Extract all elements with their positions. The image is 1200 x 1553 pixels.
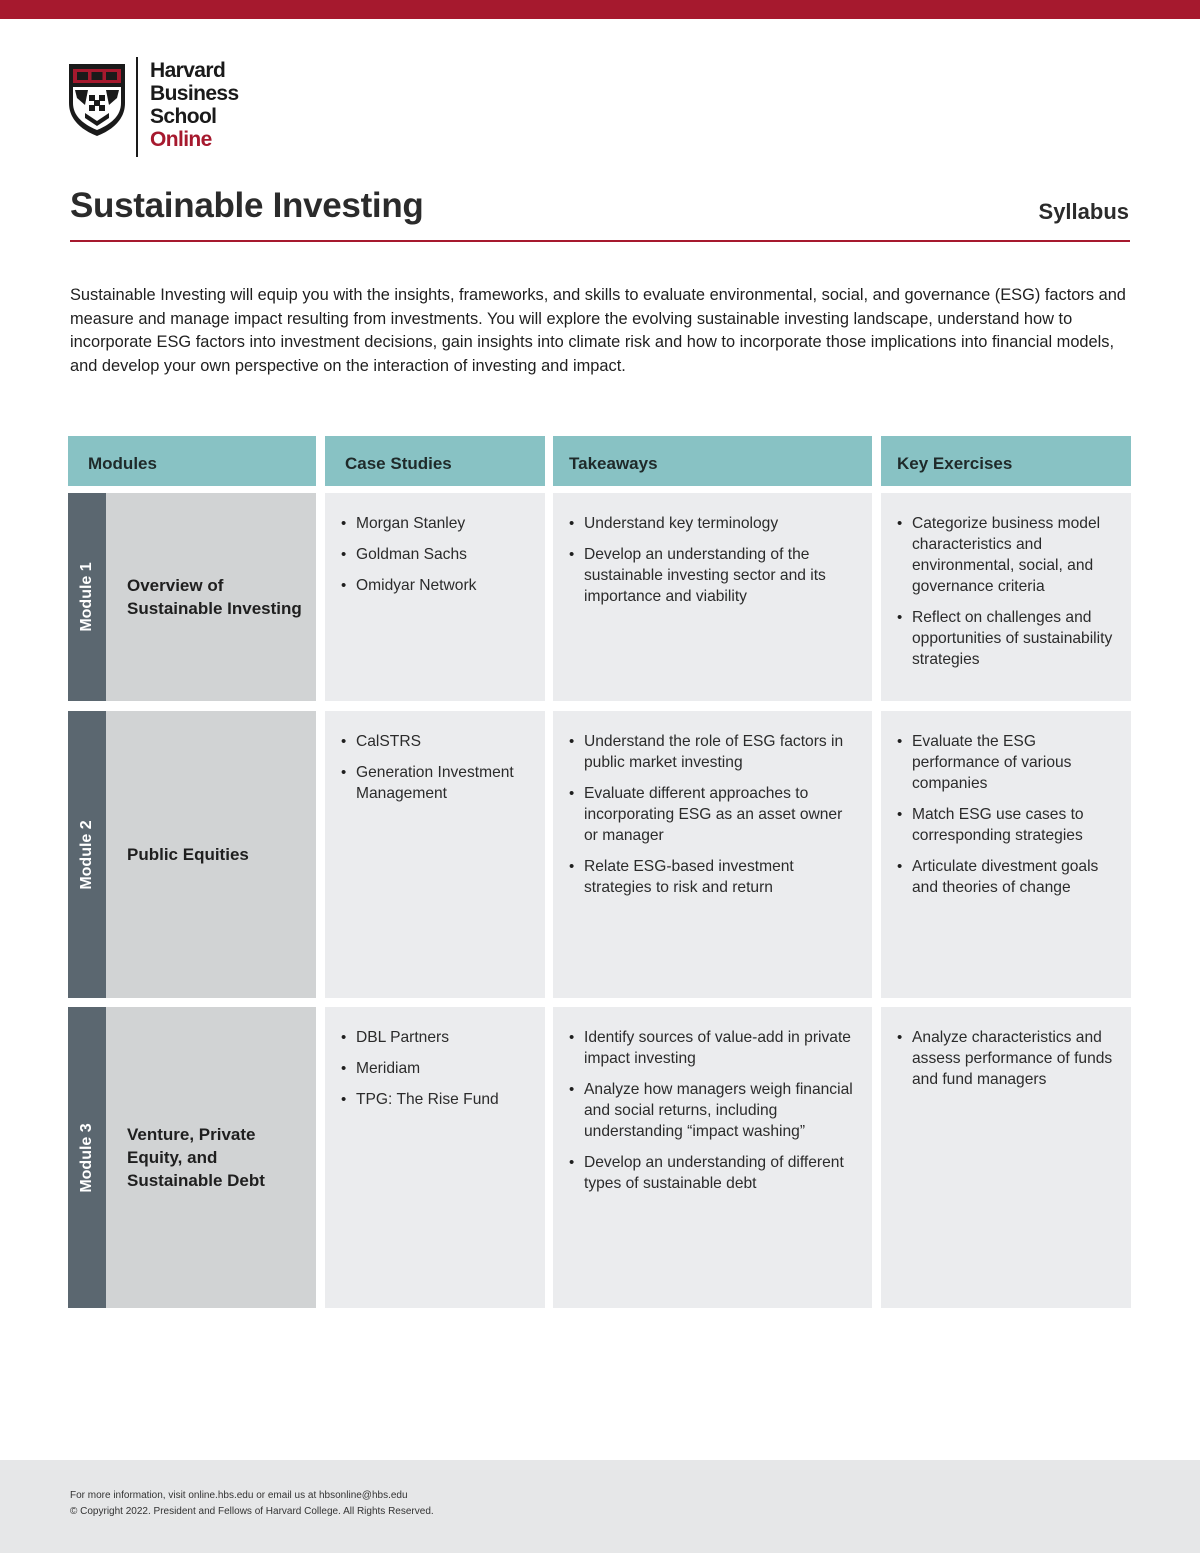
module-name: Public Equities (127, 845, 249, 864)
page-title: Sustainable Investing (70, 186, 424, 225)
exercise-item: • Match ESG use cases to corresponding strategies (897, 804, 1113, 846)
footer-contact-info: For more information, visit online.hbs.edu or email us at hbsonline@hbs.edu (70, 1490, 408, 1501)
takeaways-list (569, 731, 854, 898)
key-exercises-cell (881, 1007, 1131, 1308)
module-name: Overview of Sustainable Investing (127, 576, 302, 618)
column-header-modules: Modules (68, 436, 316, 486)
takeaway-item: • Develop an understanding of the sustainable investing sector and its importance and viability (569, 544, 854, 607)
takeaway-item: • Understand key terminology (569, 513, 854, 534)
logo-divider (136, 57, 138, 157)
case-studies-list (341, 513, 527, 596)
takeaway-item: • Relate ESG-based investment strategies to risk and return (569, 856, 854, 898)
takeaway-item: • Identify sources of value-add in private impact investing (569, 1027, 854, 1069)
case-study-item: • Morgan Stanley (341, 513, 527, 534)
case-studies-cell (325, 493, 545, 701)
exercise-item: • Analyze characteristics and assess performance of funds and fund managers (897, 1027, 1113, 1090)
logo-line-harvard: Harvard (150, 59, 226, 82)
case-study-item: • Omidyar Network (341, 575, 527, 596)
module-tab-label: Module 1 (78, 562, 95, 632)
top-accent-bar (0, 0, 1200, 19)
takeaway-item: • Understand the role of ESG factors in public market investing (569, 731, 854, 773)
exercise-item: • Categorize business model characteristics and environmental, social, and governance criteria (897, 513, 1113, 597)
takeaway-item: • Analyze how managers weigh financial and social returns, including understanding “impact washing” (569, 1079, 854, 1142)
module-tab-3 (68, 1007, 106, 1308)
case-studies-list (341, 731, 527, 804)
column-header-case-studies: Case Studies (325, 436, 545, 486)
case-study-item: • Goldman Sachs (341, 544, 527, 565)
hbs-shield-icon (68, 63, 126, 137)
case-studies-list (341, 1027, 527, 1110)
title-divider (70, 240, 1130, 242)
module-name-cell (106, 493, 316, 701)
module-tab-label: Module 2 (78, 819, 95, 890)
key-exercises-list (897, 1027, 1113, 1090)
key-exercises-list (897, 513, 1113, 670)
exercise-item: • Reflect on challenges and opportunities of sustainability strategies (897, 607, 1113, 670)
column-header-takeaways: Takeaways (553, 436, 872, 486)
document-type-label: Syllabus (1038, 199, 1129, 224)
footer (0, 1460, 1200, 1553)
module-name-cell (106, 1007, 316, 1308)
module-tab-2 (68, 711, 106, 998)
case-study-item: • CalSTRS (341, 731, 527, 752)
exercise-item: • Articulate divestment goals and theories of change (897, 856, 1113, 898)
takeaways-list (569, 1027, 854, 1194)
footer-copyright: © Copyright 2022. President and Fellows of Harvard College. All Rights Reserved. (70, 1506, 434, 1517)
module-name-cell (106, 711, 316, 998)
module-tab-1 (68, 493, 106, 701)
module-tab-label: Module 3 (78, 1122, 95, 1193)
key-exercises-list (897, 731, 1113, 898)
hbs-online-logo (68, 57, 268, 157)
case-study-item: • Generation Investment Management (341, 762, 527, 804)
takeaways-cell (553, 711, 872, 998)
logo-wordmark (150, 59, 239, 151)
takeaways-cell (553, 493, 872, 701)
case-study-item: • DBL Partners (341, 1027, 527, 1048)
takeaway-item: • Develop an understanding of different types of sustainable debt (569, 1152, 854, 1194)
case-studies-cell (325, 711, 545, 998)
case-studies-cell (325, 1007, 545, 1308)
case-study-item: • TPG: The Rise Fund (341, 1089, 527, 1110)
takeaways-list (569, 513, 854, 607)
course-description: Sustainable Investing will equip you with the insights, frameworks, and skills to evaluate environmental, social, and governance (ESG) factors and measure and manage impact resulting from investments. You will explore the evolving sustainable investing landscape, understand how to incorporate ESG factors into investment decisions, gain insights into climate risk and how to incorporate those implications into financial models, and develop your own perspective on the interaction of investing and impact. (70, 286, 1126, 375)
module-name: Venture, Private Equity, and Sustainable Debt (127, 1125, 265, 1190)
column-header-key-exercises: Key Exercises (881, 436, 1131, 486)
takeaway-item: • Evaluate different approaches to incorporating ESG as an asset owner or manager (569, 783, 854, 846)
case-study-item: • Meridiam (341, 1058, 527, 1079)
exercise-item: • Evaluate the ESG performance of various companies (897, 731, 1113, 794)
key-exercises-cell (881, 493, 1131, 701)
logo-line-business: Business (150, 82, 239, 105)
takeaways-cell (553, 1007, 872, 1308)
logo-line-online: Online (150, 128, 212, 151)
logo-line-school: School (150, 105, 217, 128)
key-exercises-cell (881, 711, 1131, 998)
